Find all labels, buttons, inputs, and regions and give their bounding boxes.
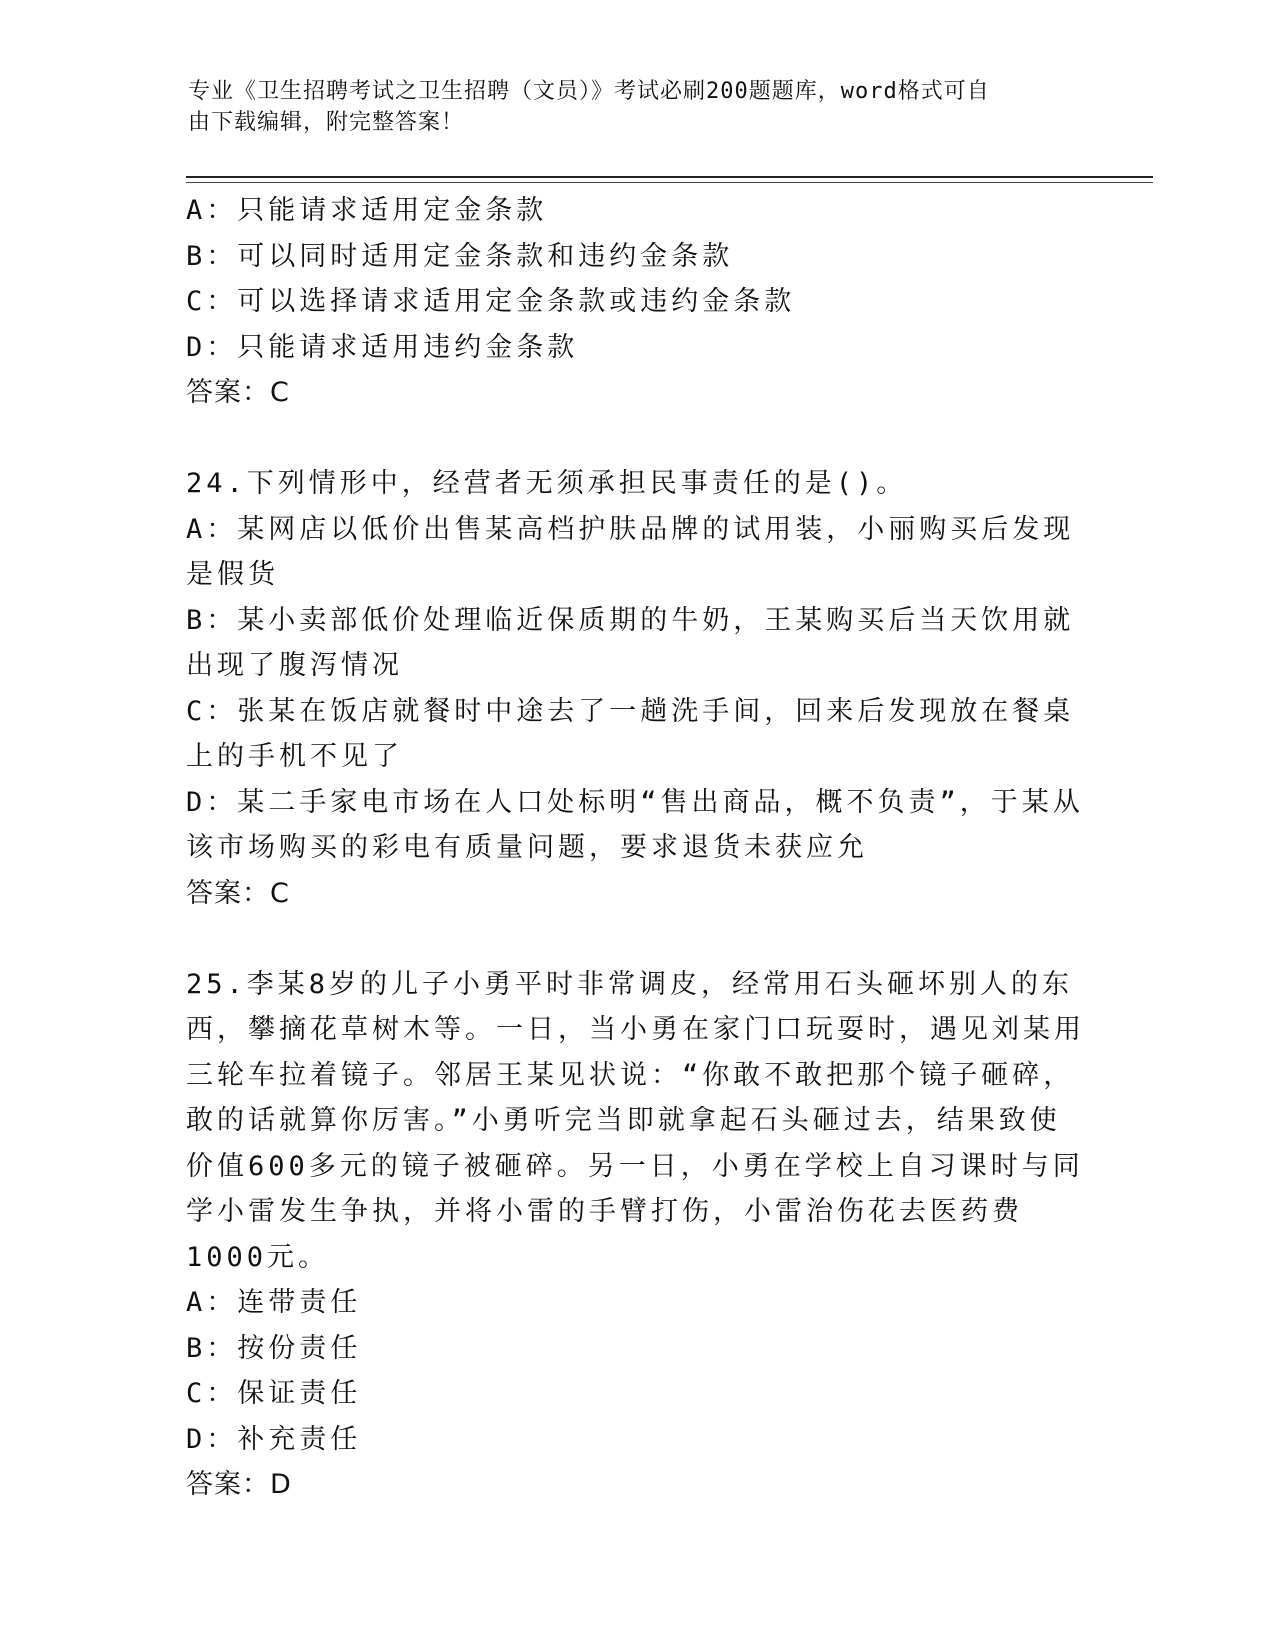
option-a: A：连带责任 [186,1287,362,1318]
document-body [186,188,1086,1508]
option-b: B：可以同时适用定金条款和违约金条款 [186,240,734,272]
question-23 [186,188,1086,416]
answer: 答案：C [186,377,290,408]
question-25 [186,962,1086,1508]
option-a: A：只能请求适用定金条款 [186,195,548,226]
option-b: B：按份责任 [186,1332,362,1364]
option-c: C：保证责任 [186,1378,362,1409]
option-b: B：某小卖部低价处理临近保质期的牛奶，王某购买后当天饮用就出现了腹泻情况 [186,604,1075,681]
option-c: C：可以选择请求适用定金条款或违约金条款 [186,286,796,317]
header-line-1: 专业《卫生招聘考试之卫生招聘（文员）》考试必刷200题题库，word格式可自 [188,79,990,104]
option-d: D：某二手家电市场在人口处标明“售出商品，概不负责”，于某从该市场购买的彩电有质量问题，要求退货未获应允 [186,786,1084,863]
header-divider-thick [186,176,1153,178]
document-header [188,76,1068,138]
question-text: 24.下列情形中，经营者无须承担民事责任的是()。 [186,468,908,499]
option-c: C：张某在饭店就餐时中途去了一趟洗手间，回来后发现放在餐桌上的手机不见了 [186,695,1075,772]
option-a: A：某网店以低价出售某高档护肤品牌的试用装，小丽购买后发现是假货 [186,513,1075,590]
question-24 [186,461,1086,916]
answer: 答案：D [186,1469,292,1500]
header-divider-thin [186,182,1153,183]
question-text: 25.李某8岁的儿子小勇平时非常调皮，经常用石头砸坏别人的东西，攀摘花草树木等。一日，当小勇在家门口玩耍时，遇见刘某用三轮车拉着镜子。邻居王某见状说：“你敢不敢把那个镜子砸碎，敢的话就算你厉害。”小勇听完当即就拿起石头砸过去，结果致使价值600多元的镜子被砸碎。另一日，小勇在学校上自习课时与同学小雷发生争执，并将小雷的手臂打伤，小雷治伤花去医药费1000元。 [186,968,1085,1273]
answer: 答案：C [186,877,290,909]
option-d: D：补充责任 [186,1423,362,1455]
option-d: D：只能请求适用违约金条款 [186,331,579,363]
header-line-2: 由下载编辑，附完整答案！ [188,110,465,135]
